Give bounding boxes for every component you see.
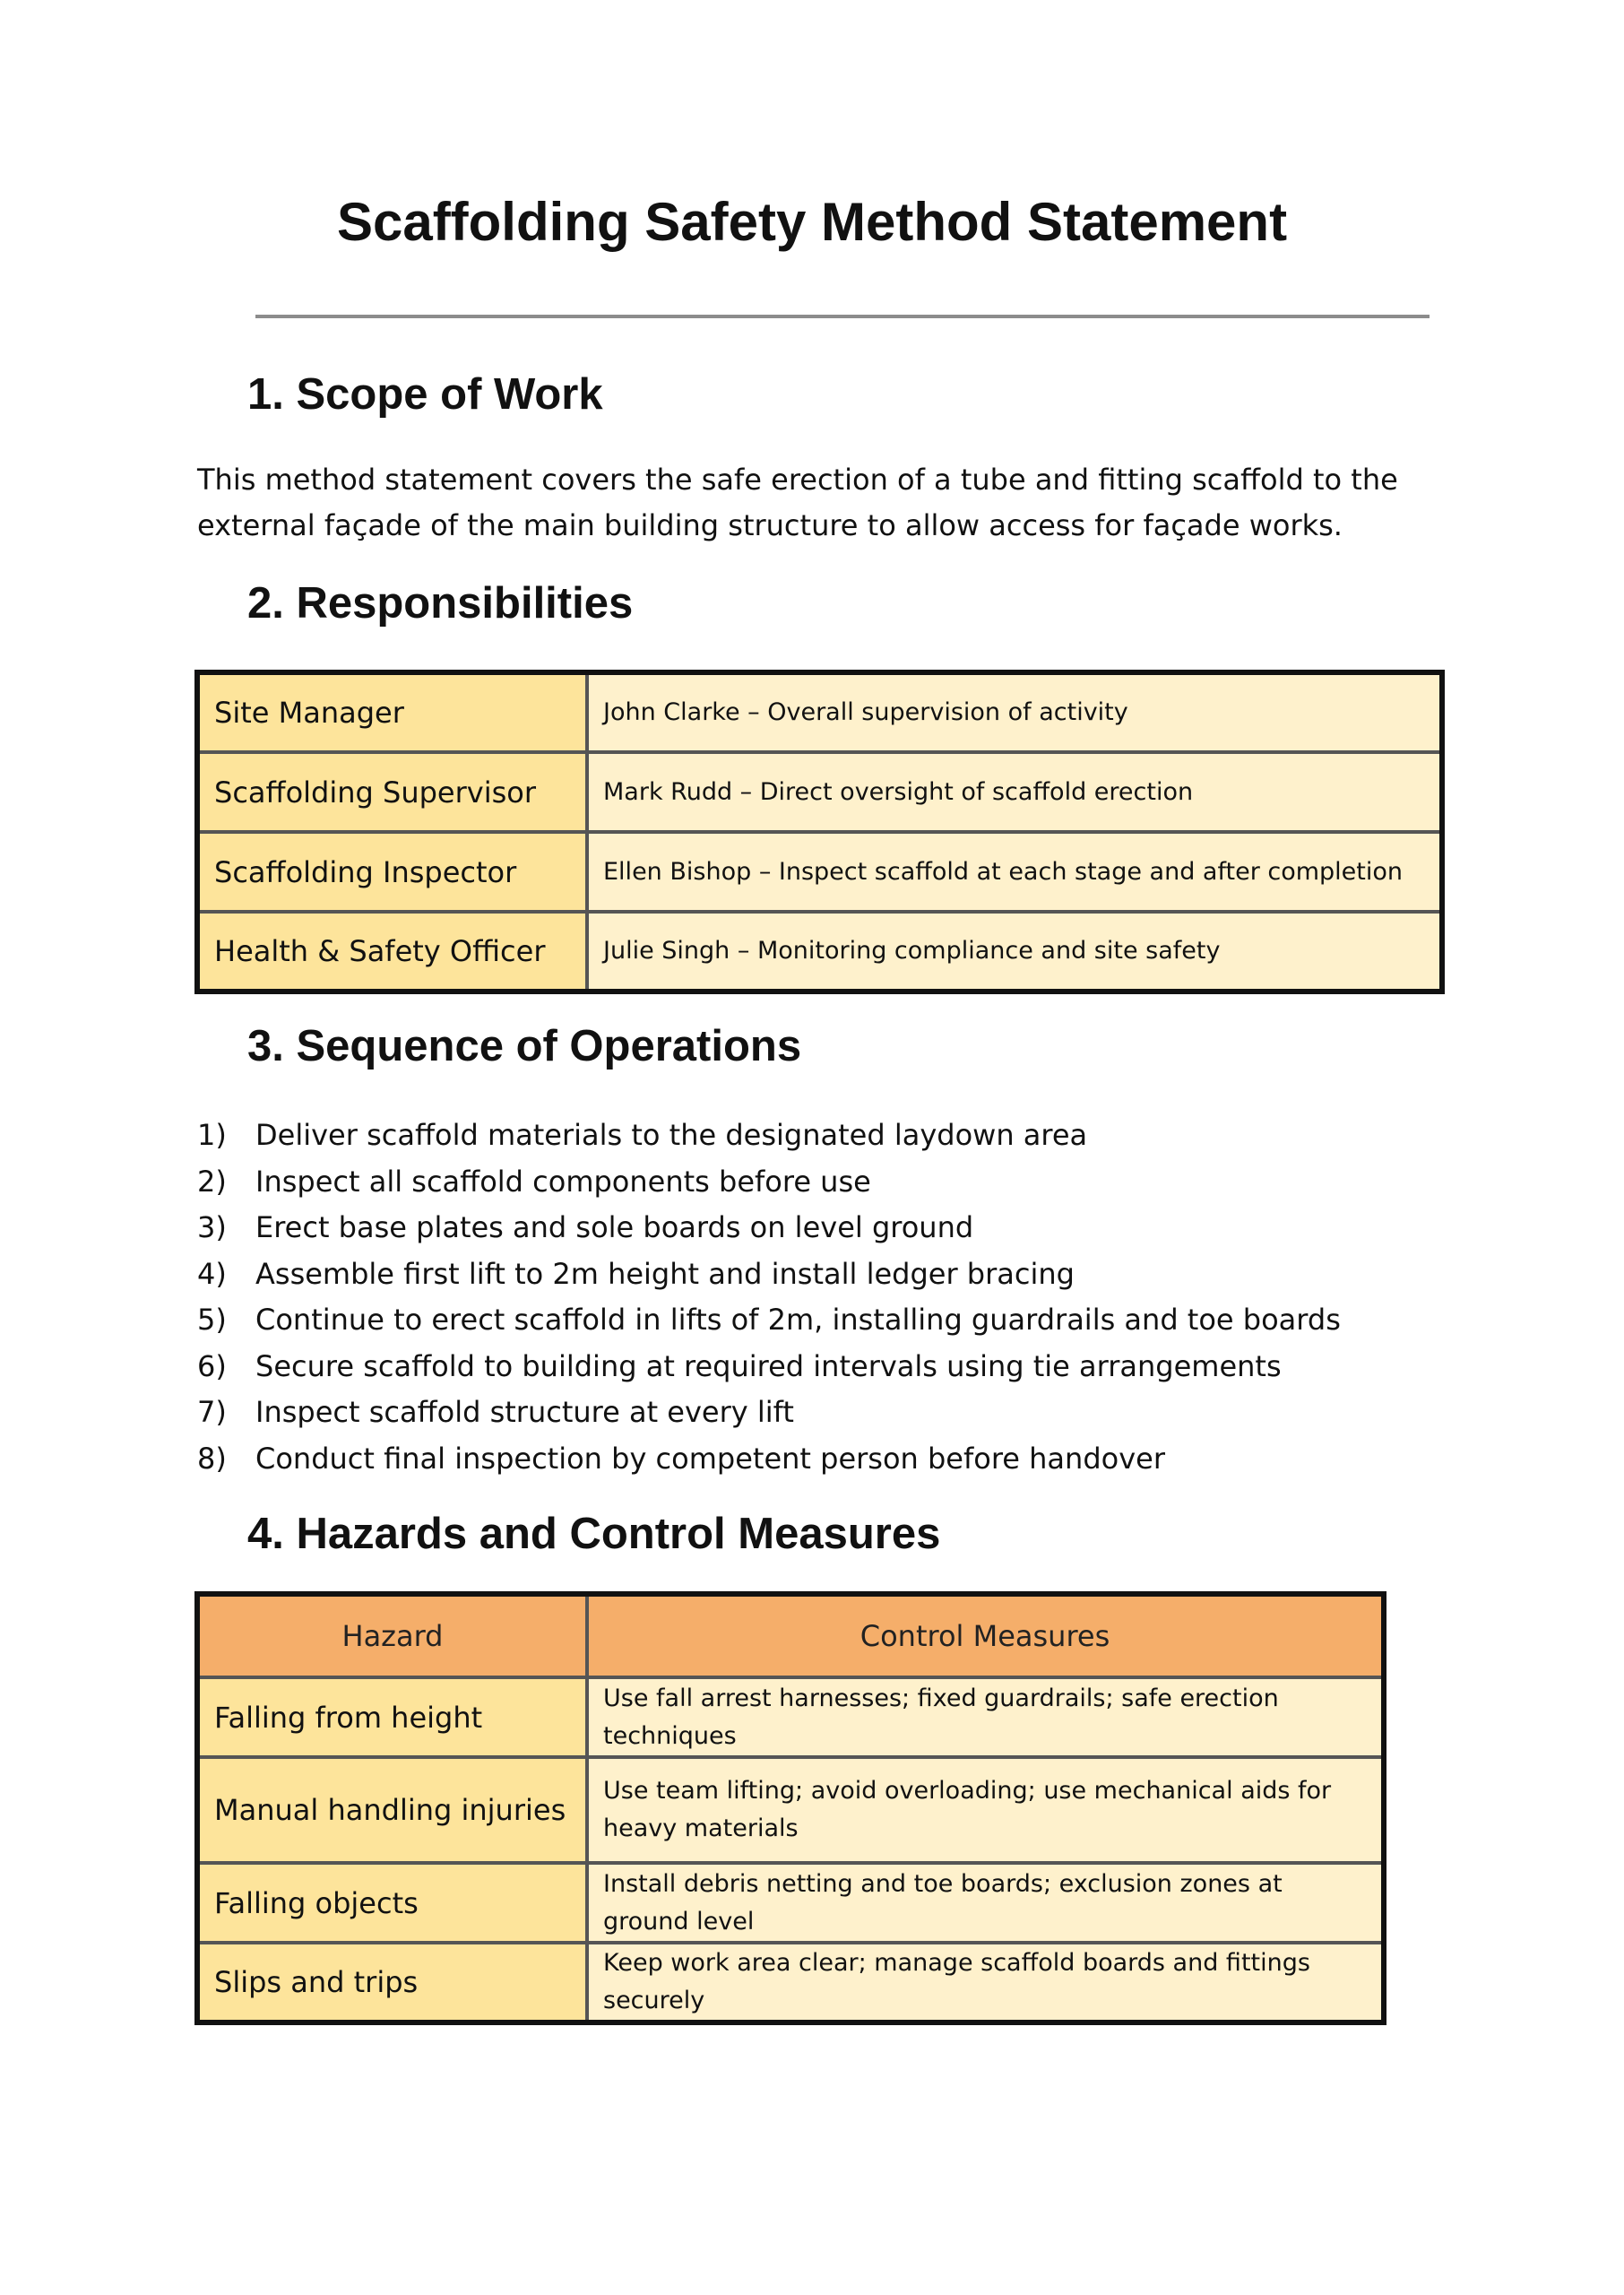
list-item (197, 1297, 1341, 1344)
hazard-cell: Falling objects (197, 1863, 587, 1943)
control-cell: Use fall arrest harnesses; fixed guardrails; safe erection techniques (587, 1677, 1384, 1757)
responsibilities-table (194, 670, 1445, 994)
step-text: Deliver scaffold materials to the designated laydown area (255, 1118, 1088, 1152)
list-item (197, 1113, 1341, 1159)
list-item (197, 1344, 1341, 1390)
step-text: Erect base plates and sole boards on level ground (255, 1210, 974, 1244)
step-number: 2) (197, 1164, 227, 1199)
scope-heading: 1. Scope of Work (247, 370, 603, 419)
role-cell: Scaffolding Supervisor (197, 752, 587, 832)
role-cell: Health & Safety Officer (197, 912, 587, 992)
control-column-header: Control Measures (587, 1594, 1384, 1677)
control-cell: Keep work area clear; manage scaffold boards and fittings securely (587, 1943, 1384, 2022)
list-item (197, 1159, 1341, 1206)
step-number: 7) (197, 1395, 227, 1429)
hazard-cell: Falling from height (197, 1677, 587, 1757)
control-cell: Use team lifting; avoid overloading; use mechanical aids for heavy materials (587, 1757, 1384, 1863)
step-text: Conduct final inspection by competent person before handover (255, 1441, 1165, 1476)
hazard-cell: Manual handling injuries (197, 1757, 587, 1863)
table-row (197, 1677, 1384, 1757)
table-row (197, 832, 1442, 912)
step-text: Assemble first lift to 2m height and install ledger bracing (255, 1256, 1075, 1291)
step-number: 1) (197, 1118, 227, 1152)
step-text: Inspect scaffold structure at every lift (255, 1395, 794, 1429)
hazard-column-header: Hazard (197, 1594, 587, 1677)
list-item (197, 1390, 1341, 1436)
document-title: Scaffolding Safety Method Statement (336, 192, 1288, 252)
step-number: 6) (197, 1348, 227, 1383)
role-cell: Site Manager (197, 672, 587, 752)
step-text: Secure scaffold to building at required intervals using tie arrangements (255, 1348, 1282, 1383)
scope-text: This method statement covers the safe erection of a tube and fitting scaffold to the external façade of the main building structure to allow access for façade works. (197, 463, 1398, 542)
table-row (197, 1863, 1384, 1943)
step-text: Inspect all scaffold components before use (255, 1164, 871, 1199)
step-number: 3) (197, 1210, 227, 1244)
list-item (197, 1205, 1341, 1251)
step-number: 4) (197, 1256, 227, 1291)
hazard-cell: Slips and trips (197, 1943, 587, 2022)
list-item (197, 1436, 1341, 1483)
operations-list (197, 1113, 1341, 1482)
table-header-row (197, 1594, 1384, 1677)
hazards-heading: 4. Hazards and Control Measures (247, 1510, 941, 1558)
responsibilities-heading: 2. Responsibilities (247, 579, 634, 628)
table-row (197, 1943, 1384, 2022)
step-number: 5) (197, 1303, 227, 1337)
step-number: 8) (197, 1441, 227, 1476)
responsibility-cell: Mark Rudd – Direct oversight of scaffold erection (587, 752, 1442, 832)
sequence-heading: 3. Sequence of Operations (247, 1022, 802, 1070)
table-row (197, 752, 1442, 832)
responsibility-cell: Ellen Bishop – Inspect scaffold at each stage and after completion (587, 832, 1442, 912)
control-cell: Install debris netting and toe boards; exclusion zones at ground level (587, 1863, 1384, 1943)
responsibility-cell: John Clarke – Overall supervision of activity (587, 672, 1442, 752)
table-row (197, 912, 1442, 992)
role-cell: Scaffolding Inspector (197, 832, 587, 912)
table-row (197, 1757, 1384, 1863)
responsibility-cell: Julie Singh – Monitoring compliance and site safety (587, 912, 1442, 992)
hazards-table (194, 1591, 1386, 2025)
table-row (197, 672, 1442, 752)
step-text: Continue to erect scaffold in lifts of 2m, installing guardrails and toe boards (255, 1303, 1341, 1337)
list-item (197, 1251, 1341, 1298)
title-divider (255, 315, 1430, 318)
